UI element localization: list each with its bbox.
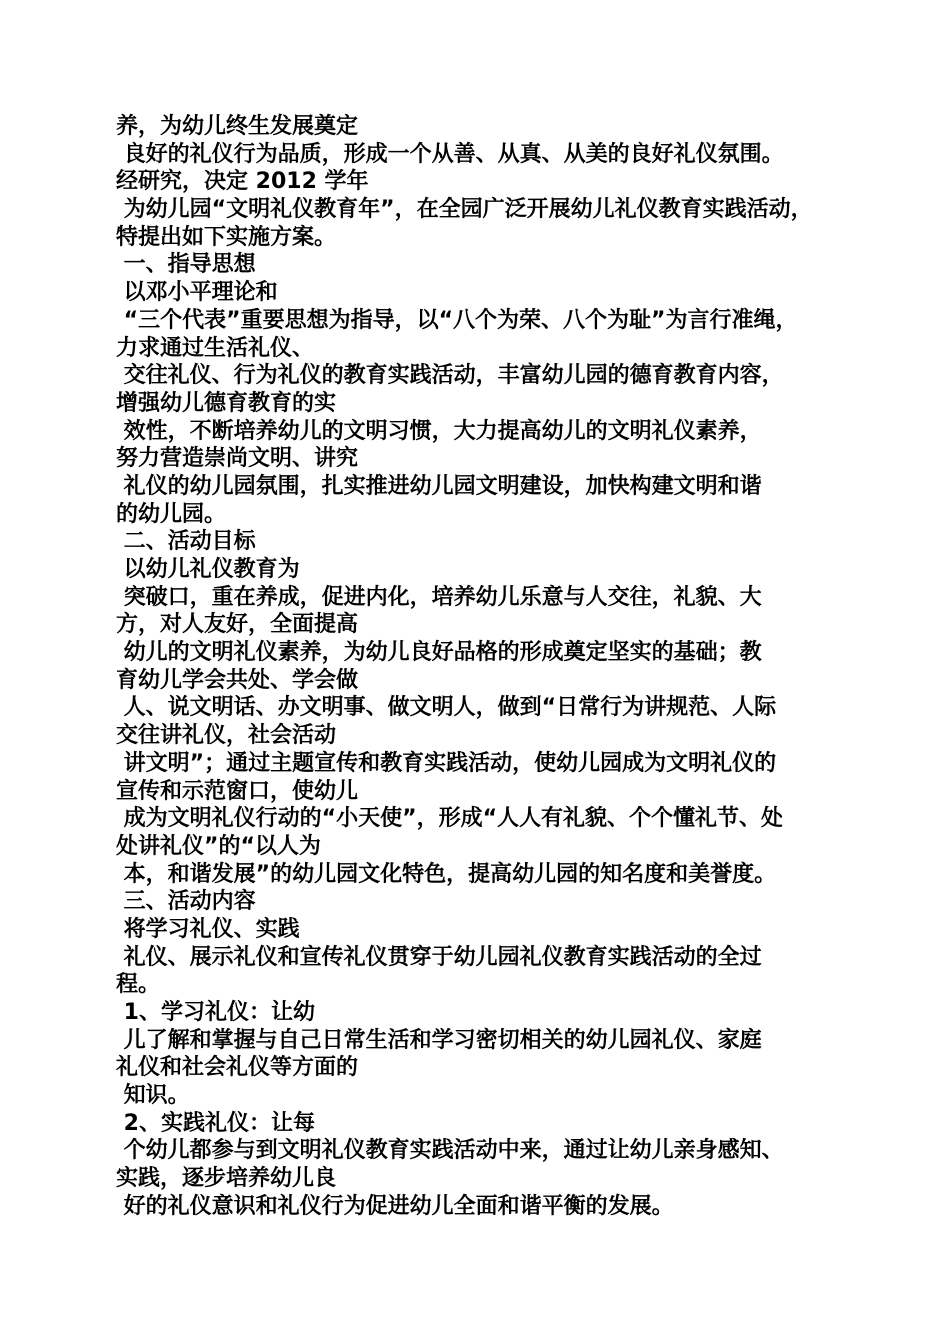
- text-line: 育幼儿学会共处、学会做: [116, 667, 359, 693]
- text-line: 宣传和示范窗口，使幼儿: [116, 778, 359, 804]
- text-line: 儿了解和掌握与自己日常生活和学习密切相关的幼儿园礼仪、家庭: [116, 1027, 762, 1053]
- text-line: 力求通过生活礼仪、: [116, 335, 315, 361]
- text-line: 讲文明”；通过主题宣传和教育实践活动，使幼儿园成为文明礼仪的: [116, 750, 777, 776]
- text-line: 个幼儿都参与到文明礼仪教育实践活动中来，通过让幼儿亲身感知、: [116, 1138, 784, 1164]
- text-line: 礼仪、展示礼仪和宣传礼仪贯穿于幼儿园礼仪教育实践活动的全过: [116, 944, 762, 970]
- section-heading: 一、指导思想: [116, 252, 256, 278]
- text-line: 实践，逐步培养幼儿良: [116, 1166, 337, 1192]
- text-line: 礼仪和社会礼仪等方面的: [116, 1055, 359, 1081]
- text-line: 礼仪的幼儿园氛围，扎实推进幼儿园文明建设，加快构建文明和谐: [116, 473, 762, 499]
- text-line: 为幼儿园“文明礼仪教育年”，在全园广泛开展幼儿礼仪教育实践活动，: [116, 197, 813, 223]
- text-line: 的幼儿园。: [116, 501, 227, 527]
- text-line: 将学习礼仪、实践: [116, 916, 300, 942]
- text-line: 好的礼仪意识和礼仪行为促进幼儿全面和谐平衡的发展。: [116, 1193, 674, 1219]
- list-item-heading: 2、实践礼仪：让每: [116, 1110, 315, 1136]
- text-line: 增强幼儿德育教育的实: [116, 390, 337, 416]
- text-line: 特提出如下实施方案。: [116, 224, 337, 250]
- text-line: 本，和谐发展”的幼儿园文化特色，提高幼儿园的知名度和美誉度。: [116, 861, 777, 887]
- list-item-heading: 1、学习礼仪：让幼: [116, 1000, 315, 1025]
- text-line: 以邓小平理论和: [116, 280, 278, 306]
- text-line: 交往礼仪、行为礼仪的教育实践活动，丰富幼儿园的德育教育内容，: [116, 363, 784, 389]
- text-line: 幼儿的文明礼仪素养，为幼儿良好品格的形成奠定坚实的基础；教: [116, 640, 762, 666]
- text-line: 养，为幼儿终生发展奠定: [116, 114, 359, 139]
- text-line: 知识。: [116, 1083, 190, 1109]
- text-line: 以幼儿礼仪教育为: [116, 557, 300, 582]
- text-line: 程。: [116, 972, 161, 998]
- text-line: 突破口，重在养成，促进内化，培养幼儿乐意与人交往，礼貌、大: [116, 584, 762, 610]
- text-line: 处讲礼仪”的“以人为: [116, 833, 321, 859]
- text-line: 方，对人友好，全面提高: [116, 612, 359, 638]
- text-line: 人、说文明话、办文明事、做文明人，做到“日常行为讲规范、人际: [116, 695, 777, 721]
- text-line: “三个代表”重要思想为指导，以“八个为荣、八个为耻”为言行准绳，: [116, 307, 798, 333]
- text-line: 良好的礼仪行为品质，形成一个从善、从真、从美的良好礼仪氛围。: [116, 141, 784, 167]
- document-body: [116, 113, 836, 1221]
- text-line: 成为文明礼仪行动的“小天使”，形成“人人有礼貌、个个懂礼节、处: [116, 806, 784, 832]
- text-line: 经研究，决定 2012 学年: [116, 169, 369, 195]
- section-heading: 二、活动目标: [116, 529, 256, 555]
- text-line: 效性，不断培养幼儿的文明习惯，大力提高幼儿的文明礼仪素养，: [116, 418, 762, 444]
- text-line: 交往讲礼仪，社会活动: [116, 723, 337, 749]
- section-heading: 三、活动内容: [116, 889, 256, 915]
- text-line: 努力营造崇尚文明、讲究: [116, 446, 359, 472]
